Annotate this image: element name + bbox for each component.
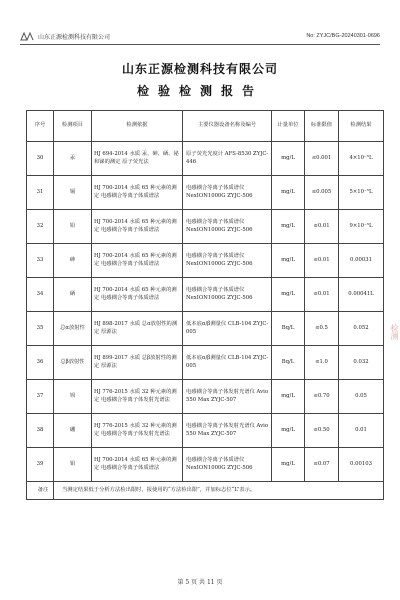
header-unit: 计量单位 bbox=[272, 111, 305, 142]
row-unit: mg/L bbox=[272, 142, 305, 176]
table-note-row bbox=[27, 482, 384, 500]
row-equipment: 低本底α/β测量仪 CLB-104 ZYJC-005 bbox=[183, 346, 272, 380]
side-seal-fragment: 检测 bbox=[390, 324, 399, 340]
row-equipment: 电感耦合等离子体质谱仪 NexION1000G ZYJC-506 bbox=[183, 244, 272, 278]
table-header-row bbox=[27, 111, 384, 142]
row-unit: Bq/L bbox=[272, 346, 305, 380]
row-unit: mg/L bbox=[272, 244, 305, 278]
row-limit: ≤0.01 bbox=[305, 210, 339, 244]
table-row bbox=[27, 380, 384, 414]
row-no: 31 bbox=[27, 176, 54, 210]
row-limit: ≤0.005 bbox=[305, 176, 339, 210]
row-item: 镉 bbox=[54, 176, 92, 210]
row-unit: mg/L bbox=[272, 176, 305, 210]
row-unit: mg/L bbox=[272, 448, 305, 482]
page-header bbox=[20, 30, 380, 42]
row-result: 0.00031 bbox=[339, 244, 384, 278]
row-equipment: 电感耦合等离子体发射光谱仪 Avio 550 Max ZYJC-507 bbox=[183, 414, 272, 448]
row-basis: HJ 694-2014 水质 汞、砷、硒、铋和锑的测定 原子荧光法 bbox=[92, 142, 183, 176]
row-limit: ≤0.70 bbox=[305, 380, 339, 414]
row-no: 38 bbox=[27, 414, 54, 448]
table-row bbox=[27, 414, 384, 448]
row-basis: HJ 700-2014 水质 65 种元素的测定 电感耦合等离子体质谱法 bbox=[92, 448, 183, 482]
report-company-title: 山东正源检测科技有限公司 bbox=[121, 62, 278, 76]
report-title: 检验检测报告 bbox=[136, 84, 263, 98]
row-limit: ≤0.01 bbox=[305, 244, 339, 278]
row-no: 30 bbox=[27, 142, 54, 176]
row-basis: HJ 700-2014 水质 65 种元素的测定 电感耦合等离子体质谱法 bbox=[92, 210, 183, 244]
row-basis: HJ 899-2017 水质 总β放射性的测定 厚源法 bbox=[92, 346, 183, 380]
row-result: 0.01 bbox=[339, 414, 384, 448]
row-limit: ≤1.0 bbox=[305, 346, 339, 380]
row-result: 0.00041L bbox=[339, 278, 384, 312]
table-row bbox=[27, 346, 384, 380]
row-limit: ≤0.50 bbox=[305, 414, 339, 448]
row-item: 汞 bbox=[54, 142, 92, 176]
row-no: 39 bbox=[27, 448, 54, 482]
row-basis: HJ 700-2014 水质 65 种元素的测定 电感耦合等离子体质谱法 bbox=[92, 244, 183, 278]
table-row bbox=[27, 448, 384, 482]
row-result: 0.052 bbox=[339, 312, 384, 346]
row-item: 铅 bbox=[54, 210, 92, 244]
row-unit: mg/L bbox=[272, 380, 305, 414]
row-no: 34 bbox=[27, 278, 54, 312]
row-result: 0.00103 bbox=[339, 448, 384, 482]
header-equipment: 主要仪器设备名称及编号 bbox=[183, 111, 272, 142]
row-item: 总β放射性 bbox=[54, 346, 92, 380]
row-basis: HJ 700-2014 水质 65 种元素的测定 电感耦合等离子体质谱法 bbox=[92, 176, 183, 210]
row-unit: mg/L bbox=[272, 414, 305, 448]
row-item: 钼 bbox=[54, 448, 92, 482]
row-limit: ≤0.07 bbox=[305, 448, 339, 482]
header-item: 检测项目 bbox=[54, 111, 92, 142]
table-row bbox=[27, 176, 384, 210]
row-limit: ≤0.001 bbox=[305, 142, 339, 176]
header-limit: 标准限值 bbox=[305, 111, 339, 142]
row-result: 5×10⁻⁵L bbox=[339, 176, 384, 210]
row-result: 9×10⁻⁵L bbox=[339, 210, 384, 244]
row-item: 硼 bbox=[54, 414, 92, 448]
row-unit: mg/L bbox=[272, 278, 305, 312]
row-unit: mg/L bbox=[272, 210, 305, 244]
row-equipment: 电感耦合等离子体质谱仪 NexION1000G ZYJC-506 bbox=[183, 176, 272, 210]
row-no: 36 bbox=[27, 346, 54, 380]
table-row bbox=[27, 312, 384, 346]
row-basis: HJ 700-2014 水质 65 种元素的测定 电感耦合等离子体质谱法 bbox=[92, 278, 183, 312]
header-document-number: No: ZYJC/BG-20240301-0696 bbox=[306, 33, 380, 39]
row-item: 总α放射性 bbox=[54, 312, 92, 346]
row-basis: HJ 776-2015 水质 32 种元素的测定 电感耦合等离子体发射光谱法 bbox=[92, 380, 183, 414]
row-equipment: 电感耦合等离子体质谱仪 NexION1000G ZYJC-506 bbox=[183, 278, 272, 312]
row-result: 0.05 bbox=[339, 380, 384, 414]
row-equipment: 电感耦合等离子体质谱仪 NexION1000G ZYJC-506 bbox=[183, 210, 272, 244]
row-result: 0.032 bbox=[339, 346, 384, 380]
table-row bbox=[27, 278, 384, 312]
table-row bbox=[27, 142, 384, 176]
note-label: 备注 bbox=[27, 482, 54, 500]
table-row bbox=[27, 210, 384, 244]
row-item: 硒 bbox=[54, 278, 92, 312]
company-logo-icon bbox=[20, 32, 34, 41]
row-limit: ≤0.01 bbox=[305, 278, 339, 312]
row-equipment: 低本底α/β测量仪 CLB-104 ZYJC-005 bbox=[183, 312, 272, 346]
header-company-name: 山东正源检测科技有限公司 bbox=[38, 33, 111, 41]
header-basis: 检测依据 bbox=[92, 111, 183, 142]
row-unit: Bq/L bbox=[272, 312, 305, 346]
row-basis: HJ 776-2015 水质 32 种元素的测定 电感耦合等离子体发射光谱法 bbox=[92, 414, 183, 448]
row-no: 32 bbox=[27, 210, 54, 244]
row-item: 钡 bbox=[54, 380, 92, 414]
row-item: 砷 bbox=[54, 244, 92, 278]
page-number: 第 5 页 共 11 页 bbox=[177, 579, 223, 586]
row-equipment: 电感耦合等离子体质谱仪 NexION1000G ZYJC-506 bbox=[183, 448, 272, 482]
header-no: 序号 bbox=[27, 111, 54, 142]
header-result: 检测结果 bbox=[339, 111, 384, 142]
row-limit: ≤0.5 bbox=[305, 312, 339, 346]
test-results-table bbox=[26, 110, 384, 500]
row-no: 37 bbox=[27, 380, 54, 414]
note-text: 当测定结果低于分析方法检出限时，报使用的“方法检出限”，并加标志位“L”表示。 bbox=[54, 482, 384, 500]
header-divider bbox=[20, 44, 380, 45]
table-row bbox=[27, 244, 384, 278]
row-equipment: 电感耦合等离子体发射光谱仪 Avio 550 Max ZYJC-507 bbox=[183, 380, 272, 414]
row-no: 35 bbox=[27, 312, 54, 346]
row-no: 33 bbox=[27, 244, 54, 278]
row-basis: HJ 898-2017 水质 总α放射性的测定 厚源法 bbox=[92, 312, 183, 346]
row-equipment: 原子荧光光度计 AFS-8530 ZYJC-446 bbox=[183, 142, 272, 176]
row-result: 4×10⁻⁵L bbox=[339, 142, 384, 176]
